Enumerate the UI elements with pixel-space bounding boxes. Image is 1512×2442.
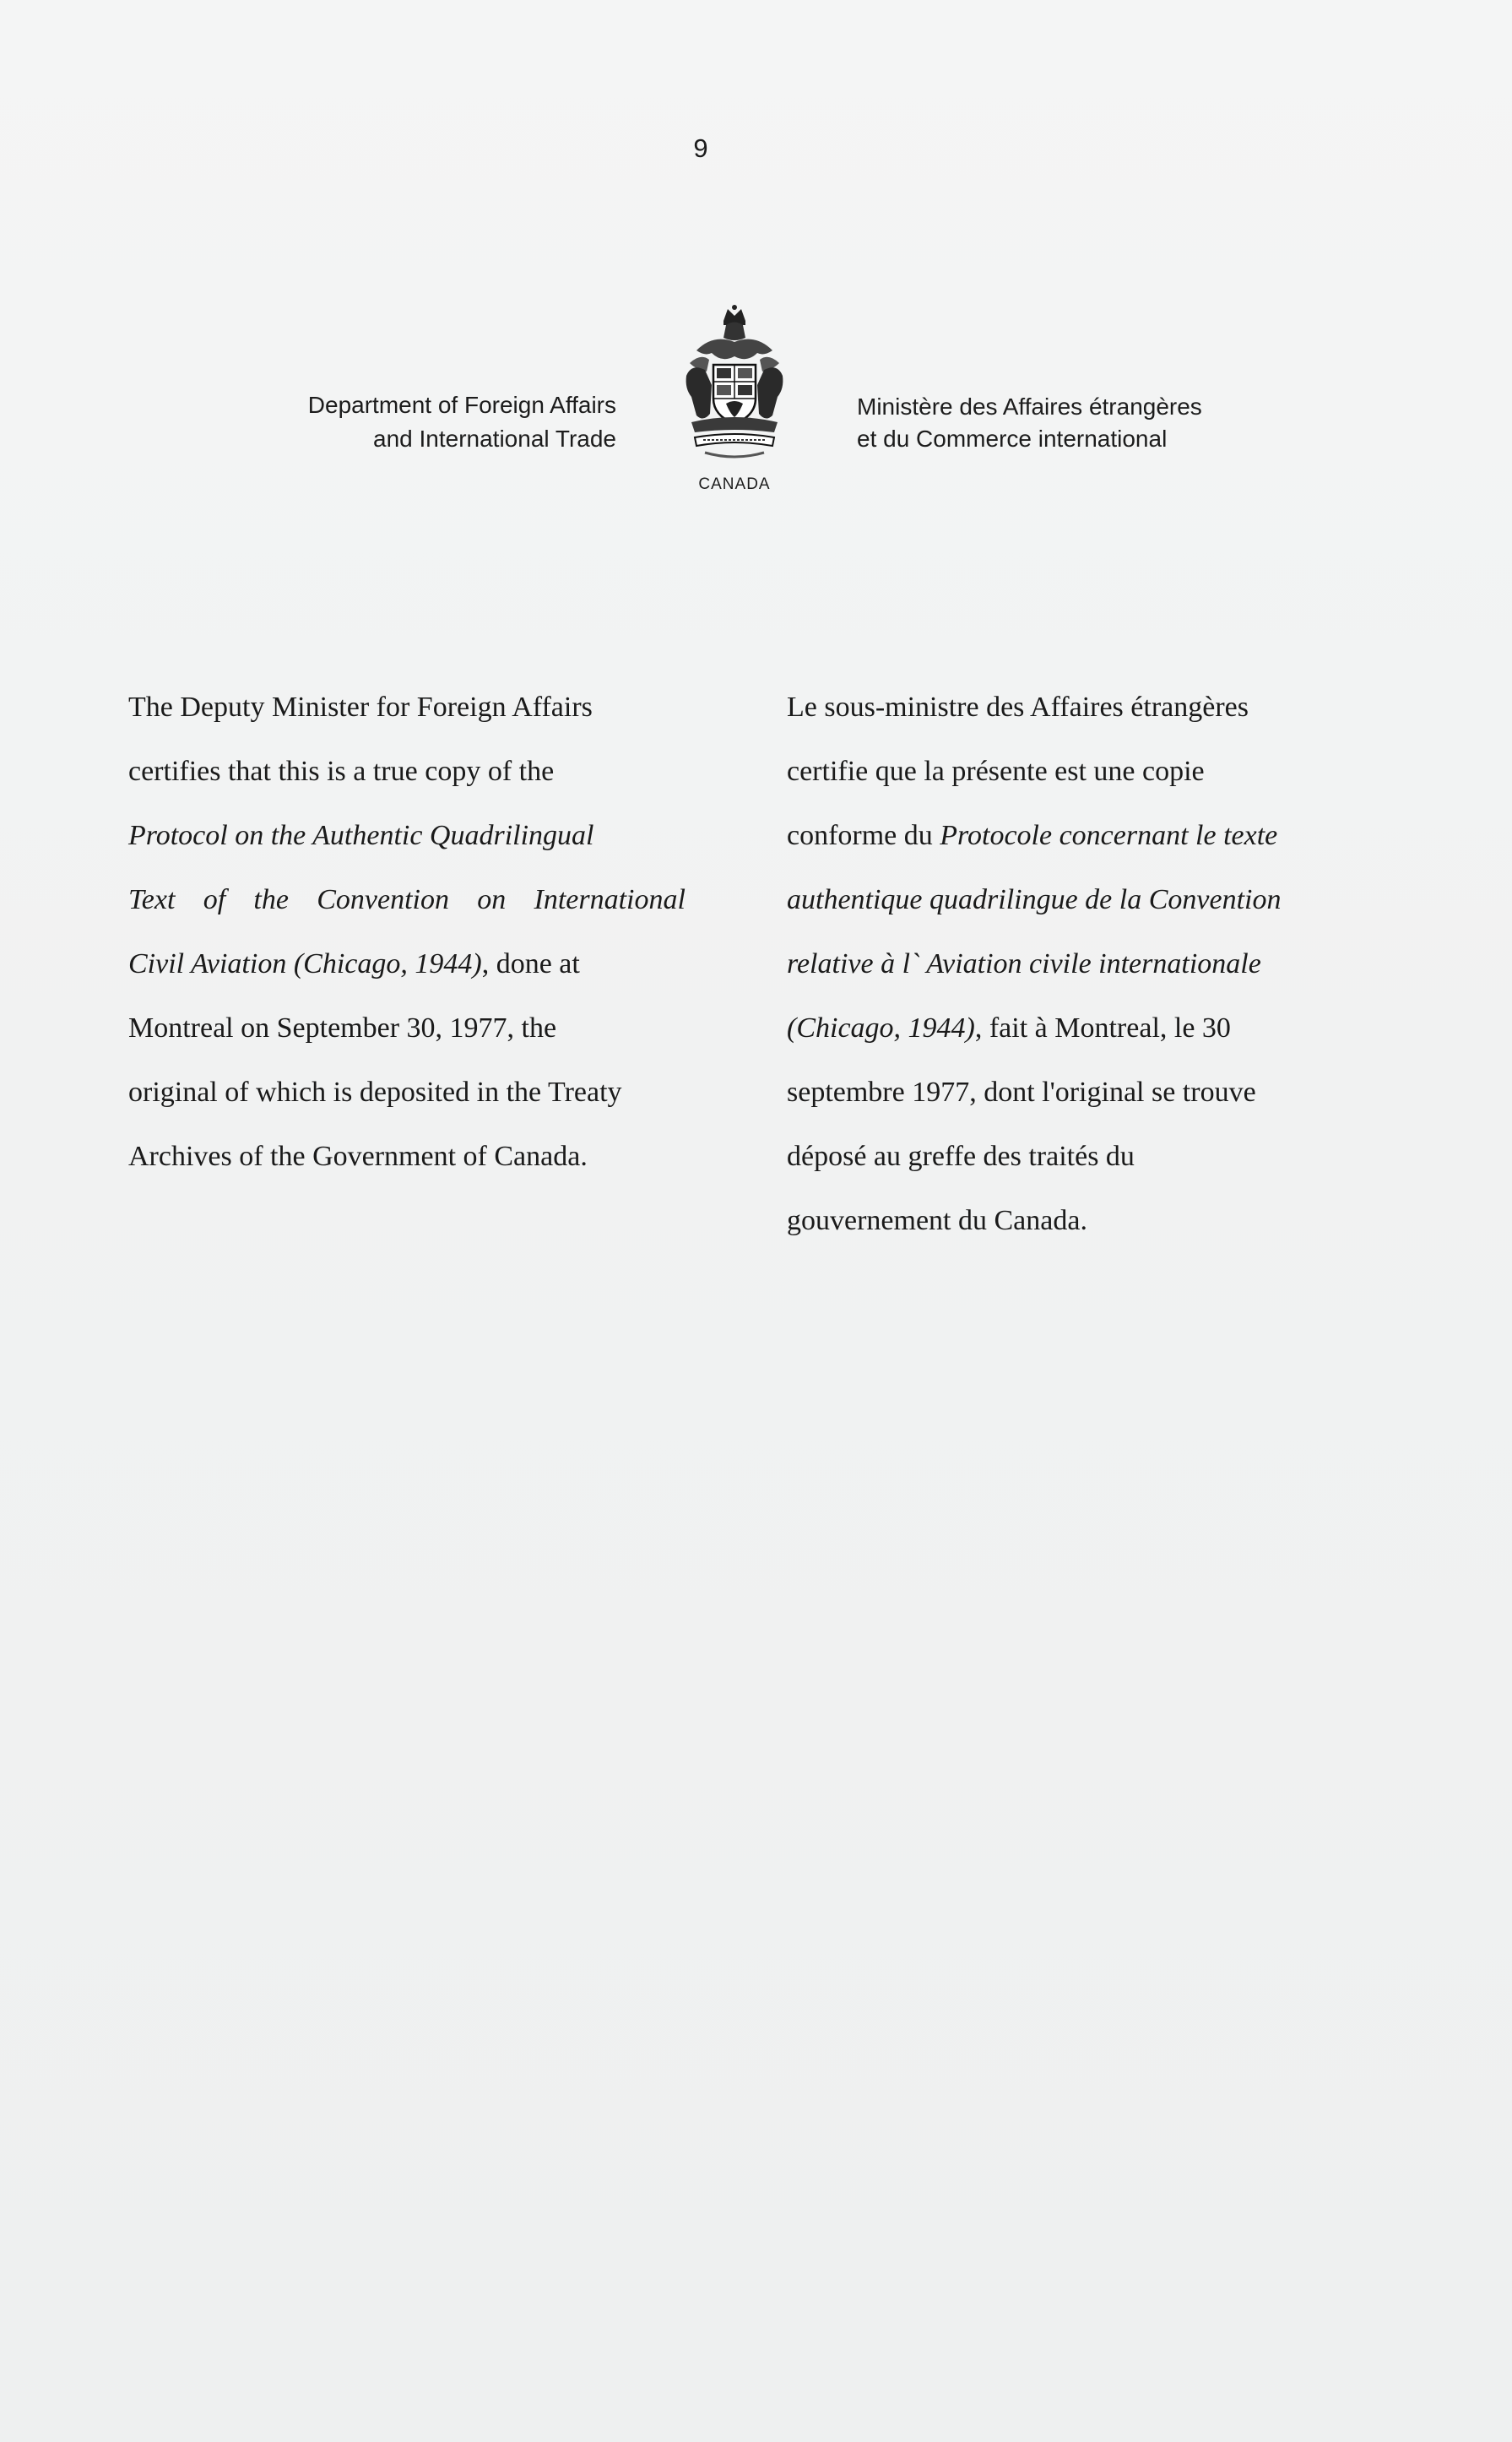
- department-name-line: et du Commerce international: [857, 426, 1168, 452]
- certification-text-french: [787, 676, 1344, 1253]
- text-segment: original of which is deposited in the Treaty: [128, 1077, 622, 1108]
- department-name-french: [857, 391, 1296, 455]
- italic-title-segment: (Chicago, 1944): [787, 1012, 975, 1044]
- italic-title-segment: of: [203, 884, 226, 915]
- text-line: [787, 676, 1344, 740]
- text-line: [787, 740, 1344, 804]
- text-segment: Le sous-ministre des Affaires étrangères: [787, 692, 1249, 723]
- italic-title-segment: Protocol on the Authentic Quadrilingual: [128, 820, 594, 851]
- department-name-line: Ministère des Affaires étrangères: [857, 393, 1202, 420]
- text-line: [787, 1061, 1344, 1125]
- text-line: [787, 1125, 1344, 1189]
- text-segment: conforme du: [787, 820, 940, 851]
- text-line: [128, 932, 686, 996]
- bleed-through-text: [439, 1435, 1199, 1739]
- crest-label: CANADA: [698, 475, 771, 493]
- text-segment: déposé au greffe des traités du: [787, 1141, 1135, 1172]
- text-segment: , fait à Montreal, le 30: [974, 1012, 1231, 1044]
- text-line: [128, 676, 686, 740]
- department-name-line: and International Trade: [373, 426, 616, 452]
- page-number: 9: [693, 133, 708, 163]
- italic-title-segment: International: [534, 884, 686, 915]
- text-line: [787, 932, 1344, 996]
- text-line: [128, 804, 686, 868]
- text-segment: septembre 1977, dont l'original se trouve: [787, 1077, 1256, 1108]
- italic-title-segment: authentique quadrilingue de la Convention: [787, 884, 1282, 915]
- text-line: [787, 804, 1344, 868]
- italic-title-segment: on: [477, 884, 507, 915]
- text-segment: Montreal on September 30, 1977, the: [128, 1012, 557, 1044]
- italic-title-segment: Protocole concernant le texte: [940, 820, 1278, 851]
- text-segment: The Deputy Minister for Foreign Affairs: [128, 692, 593, 723]
- italic-title-segment: the: [253, 884, 289, 915]
- letterhead: [0, 304, 1512, 507]
- text-line: [128, 868, 686, 932]
- coat-of-arms-icon: [680, 304, 789, 469]
- italic-title-segment: Text: [128, 884, 176, 915]
- department-name-english: [211, 388, 616, 456]
- text-segment: Archives of the Government of Canada.: [128, 1141, 588, 1172]
- certification-text-english: [128, 676, 686, 1189]
- text-line: [787, 996, 1344, 1061]
- text-segment: certifies that this is a true copy of the: [128, 756, 555, 787]
- text-segment: gouvernement du Canada.: [787, 1205, 1087, 1236]
- department-name-line: Department of Foreign Affairs: [307, 392, 616, 418]
- text-line: [787, 868, 1344, 932]
- text-line: [128, 996, 686, 1061]
- italic-title-segment: relative à l` Aviation civile internationale: [787, 948, 1261, 980]
- italic-title-segment: Convention: [317, 884, 449, 915]
- text-line: [128, 740, 686, 804]
- text-segment: certifie que la présente est une copie: [787, 756, 1205, 787]
- text-line: [128, 1061, 686, 1125]
- text-segment: , done at: [481, 948, 580, 980]
- italic-title-segment: Civil Aviation (Chicago, 1944): [128, 948, 482, 980]
- text-line: [787, 1189, 1344, 1253]
- text-line: [128, 1125, 686, 1189]
